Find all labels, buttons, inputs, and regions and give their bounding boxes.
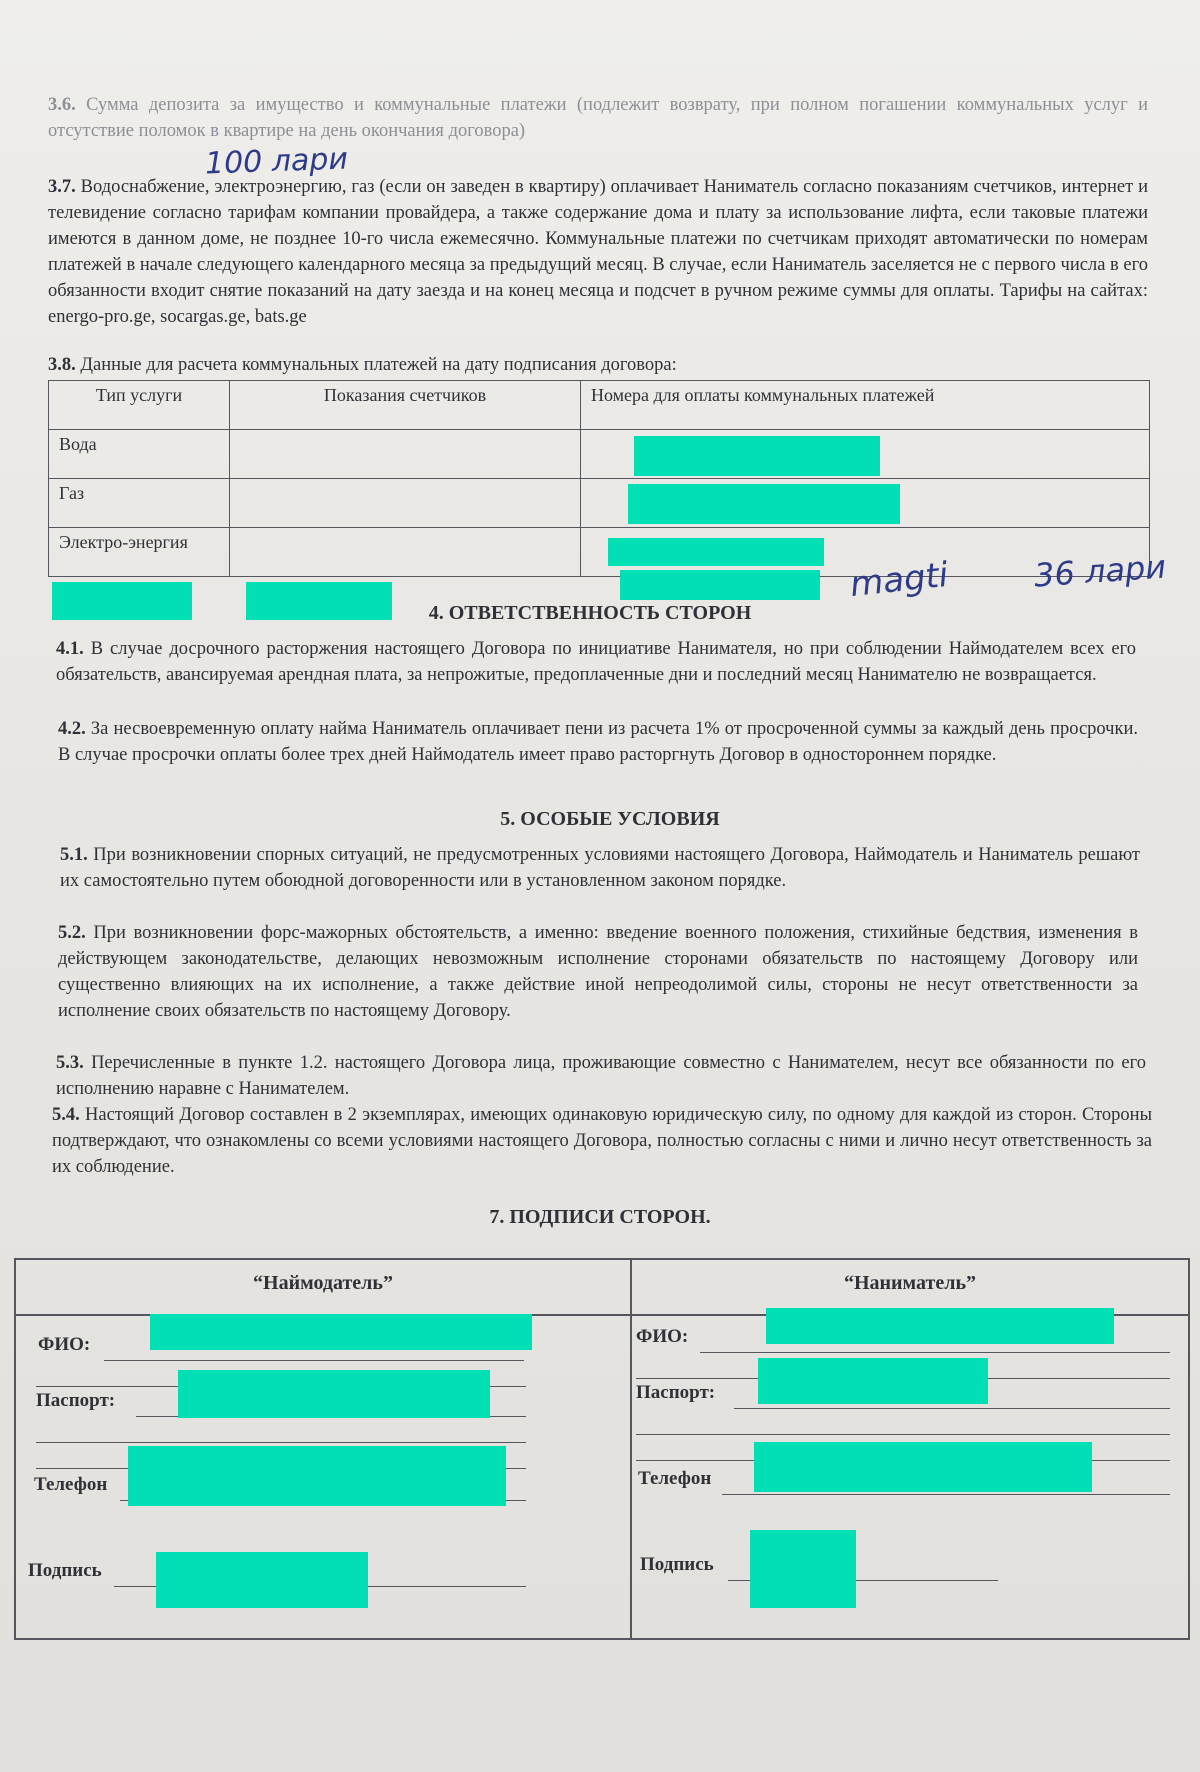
clause-label: 5.1. bbox=[60, 845, 88, 865]
clause-text: При возникновении форс-мажорных обстоятельств, а именно: введение военного положения, стихийные бедствия, изменения в действующем законодательстве, делающих невозможным исполнение сторонами обязательств по настоящему Договору или существенно влияющих на их исполнение, а также действие иной непреодолимой силы, стороны не несут ответственности за исполнение своих обязательств по настоящему Договору. bbox=[58, 923, 1139, 1021]
clause-label: 5.3. bbox=[56, 1053, 84, 1073]
section-title-5: 5. ОСОБЫЕ УСЛОВИЯ bbox=[500, 808, 720, 830]
redaction-box bbox=[758, 1358, 988, 1404]
clause-5-4 bbox=[52, 1102, 1152, 1180]
table-cell bbox=[230, 430, 581, 479]
clause-label: 3.7. bbox=[48, 177, 76, 197]
redaction-box bbox=[620, 570, 820, 600]
table-header: Показания счетчиков bbox=[230, 381, 581, 430]
clause-label: 3.8. bbox=[48, 355, 76, 375]
clause-4-2 bbox=[58, 716, 1138, 768]
tenant-phone-label: Телефон bbox=[638, 1468, 712, 1489]
clause-text: За несвоевременную оплату найма Наниматель оплачивает пени из расчета 1% от просроченной суммы за каждый день просрочки. В случае просрочки оплаты более трех дней Наймодатель имеет право расторгнуть Договор в одностороннем порядке. bbox=[58, 719, 1139, 765]
table-row bbox=[49, 430, 1150, 479]
landlord-signature-label: Подпись bbox=[28, 1560, 102, 1581]
table-cell: Вода bbox=[49, 430, 230, 479]
table-header: Тип услуги bbox=[49, 381, 230, 430]
table-cell: Электро-энергия bbox=[49, 528, 230, 577]
redaction-box bbox=[150, 1314, 532, 1350]
redaction-box bbox=[754, 1442, 1092, 1492]
section-title-7: 7. ПОДПИСИ СТОРОН. bbox=[489, 1206, 711, 1228]
clause-label: 3.6. bbox=[48, 95, 76, 115]
handwritten-deposit: 100 лари bbox=[204, 141, 349, 182]
clause-text: Водоснабжение, электроэнергию, газ (если он заведен в квартиру) оплачивает Наниматель согласно показаниям счетчиков, интернет и телевидение согласно тарифам компании провайдера, а также содержание дома и плату за использование лифта, если таковые платежи имеются в данном доме, не позднее 10-го числа ежемесячно. Коммунальные платежи по счетчикам приходят автоматически по номерам платежей в начале следующего календарного месяца за предыдущий месяц. В случае, если Наниматель заселяется не с первого числа в его обязанности входит снятие показаний на дату заезда и на конец месяца и подсчет в ручном режиме суммы для оплаты. Тарифы на сайтах: energo-pro.ge, socargas.ge, bats.ge bbox=[48, 177, 1148, 327]
clause-5-3 bbox=[56, 1050, 1146, 1102]
clause-text: В случае досрочного расторжения настоящего Договора по инициативе Нанимателя, но при соблюдении Наймодателем всех его обязательств, авансируемая арендная плата, за непрожитые, предоплаченные дни и последний месяц Нанимателю не возвращается. bbox=[56, 639, 1136, 685]
clause-4-1 bbox=[56, 636, 1136, 688]
clause-label: 5.2. bbox=[58, 923, 86, 943]
clause-5-2 bbox=[58, 920, 1138, 1024]
table-cell: Газ bbox=[49, 479, 230, 528]
underline bbox=[722, 1494, 1170, 1495]
divider bbox=[630, 1260, 632, 1638]
clause-3-8 bbox=[48, 352, 1148, 378]
tenant-passport-label: Паспорт: bbox=[636, 1382, 716, 1403]
clause-text: Данные для расчета коммунальных платежей на дату подписания договора: bbox=[80, 355, 677, 375]
redaction-box bbox=[766, 1308, 1114, 1344]
utility-table bbox=[48, 380, 1150, 577]
redaction-box bbox=[628, 484, 900, 524]
redaction-box bbox=[156, 1552, 368, 1608]
underline bbox=[104, 1360, 524, 1361]
table-row bbox=[49, 528, 1150, 577]
redaction-box bbox=[750, 1530, 856, 1608]
redaction-box bbox=[128, 1446, 506, 1506]
landlord-fio-label: ФИО: bbox=[38, 1334, 91, 1355]
clause-3-7 bbox=[48, 174, 1148, 330]
handwritten-magti: magti bbox=[848, 554, 951, 606]
clause-label: 4.2. bbox=[58, 719, 86, 739]
tenant-fio-label: ФИО: bbox=[636, 1326, 689, 1347]
tenant-title: “Наниматель” bbox=[843, 1272, 977, 1294]
redaction-box bbox=[634, 436, 880, 476]
table-cell bbox=[230, 479, 581, 528]
clause-text: Перечисленные в пункте 1.2. настоящего Договора лица, проживающие совместно с Нанимателем, несут все обязанности по его исполнению наравне с Нанимателем. bbox=[56, 1053, 1146, 1099]
clause-text: Настоящий Договор составлен в 2 экземплярах, имеющих одинаковую юридическую силу, по одному для каждой из сторон. Стороны подтверждают, что ознакомлены со всеми условиями настоящего Договора, полностью согласны с ними и лично несут ответственность за их соблюдение. bbox=[52, 1105, 1152, 1177]
table-header: Номера для оплаты коммунальных платежей bbox=[581, 381, 1150, 430]
landlord-passport-label: Паспорт: bbox=[36, 1390, 116, 1411]
table-header-row bbox=[49, 381, 1150, 430]
clause-5-1 bbox=[60, 842, 1140, 894]
section-title-4: 4. ОТВЕТСТВЕННОСТЬ СТОРОН bbox=[428, 602, 752, 624]
handwritten-magti-amount: 36 лари bbox=[1032, 547, 1168, 595]
table-cell bbox=[230, 528, 581, 577]
underline bbox=[636, 1434, 1170, 1435]
clause-label: 4.1. bbox=[56, 639, 84, 659]
underline bbox=[36, 1442, 526, 1443]
clause-text: Сумма депозита за имущество и коммунальные платежи (подлежит возврату, при полном погашении коммунальных услуг и отсутствие поломок в квартире на день окончания договора) bbox=[48, 95, 1148, 141]
clause-text: При возникновении спорных ситуаций, не предусмотренных условиями настоящего Договора, Наймодатель и Наниматель решают их самостоятельно путем обоюдной договоренности или в установленном законом порядке. bbox=[60, 845, 1140, 891]
tenant-signature-label: Подпись bbox=[640, 1554, 714, 1575]
redaction-box bbox=[178, 1370, 490, 1418]
underline bbox=[700, 1352, 1170, 1353]
clause-label: 5.4. bbox=[52, 1105, 80, 1125]
landlord-phone-label: Телефон bbox=[34, 1474, 108, 1495]
redaction-box bbox=[608, 538, 824, 566]
landlord-title: “Наймодатель” bbox=[253, 1272, 393, 1294]
clause-3-6 bbox=[48, 92, 1148, 144]
underline bbox=[734, 1408, 1170, 1409]
table-row bbox=[49, 479, 1150, 528]
